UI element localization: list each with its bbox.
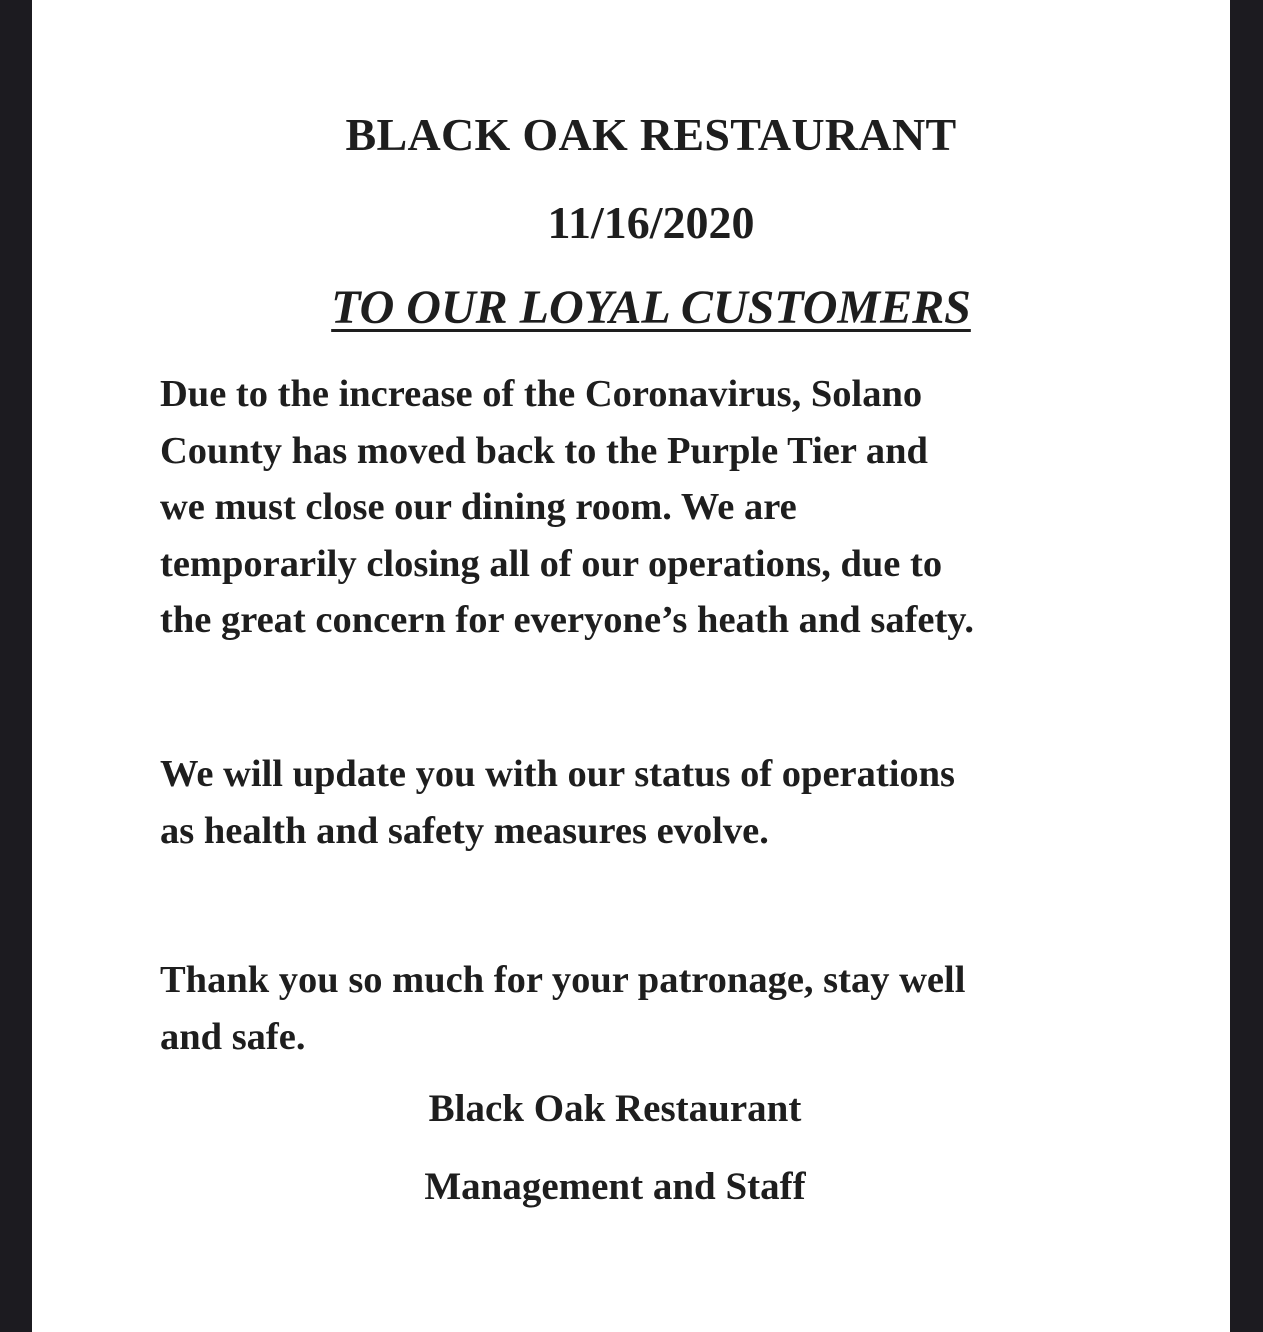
paragraph-line: as health and safety measures evolve. [160, 809, 769, 852]
closure-paragraph [160, 366, 1160, 649]
thank-you-paragraph [160, 952, 1160, 1065]
signature-team: Management and Staff [424, 1165, 806, 1208]
restaurant-title: BLACK OAK RESTAURANT [345, 109, 957, 160]
notice-date: 11/16/2020 [547, 197, 755, 248]
paragraph-line: temporarily closing all of our operations, due to [160, 542, 943, 585]
update-paragraph [160, 746, 1160, 859]
notice-page [32, 0, 1230, 1332]
paragraph-line: the great concern for everyone’s heath and safety. [160, 599, 975, 641]
paragraph-line: Thank you so much for your patronage, stay well [160, 959, 966, 1001]
paragraph-line: Due to the increase of the Coronavirus, Solano [160, 373, 923, 415]
paragraph-line: County has moved back to the Purple Tier and [160, 429, 928, 472]
paragraph-line: We will update you with our status of operations [160, 753, 956, 795]
signature-name: Black Oak Restaurant [428, 1087, 802, 1130]
notice-heading: TO OUR LOYAL CUSTOMERS [331, 281, 971, 334]
paragraph-line: we must close our dining room. We are [160, 486, 797, 528]
paragraph-line: and safe. [160, 1015, 306, 1058]
